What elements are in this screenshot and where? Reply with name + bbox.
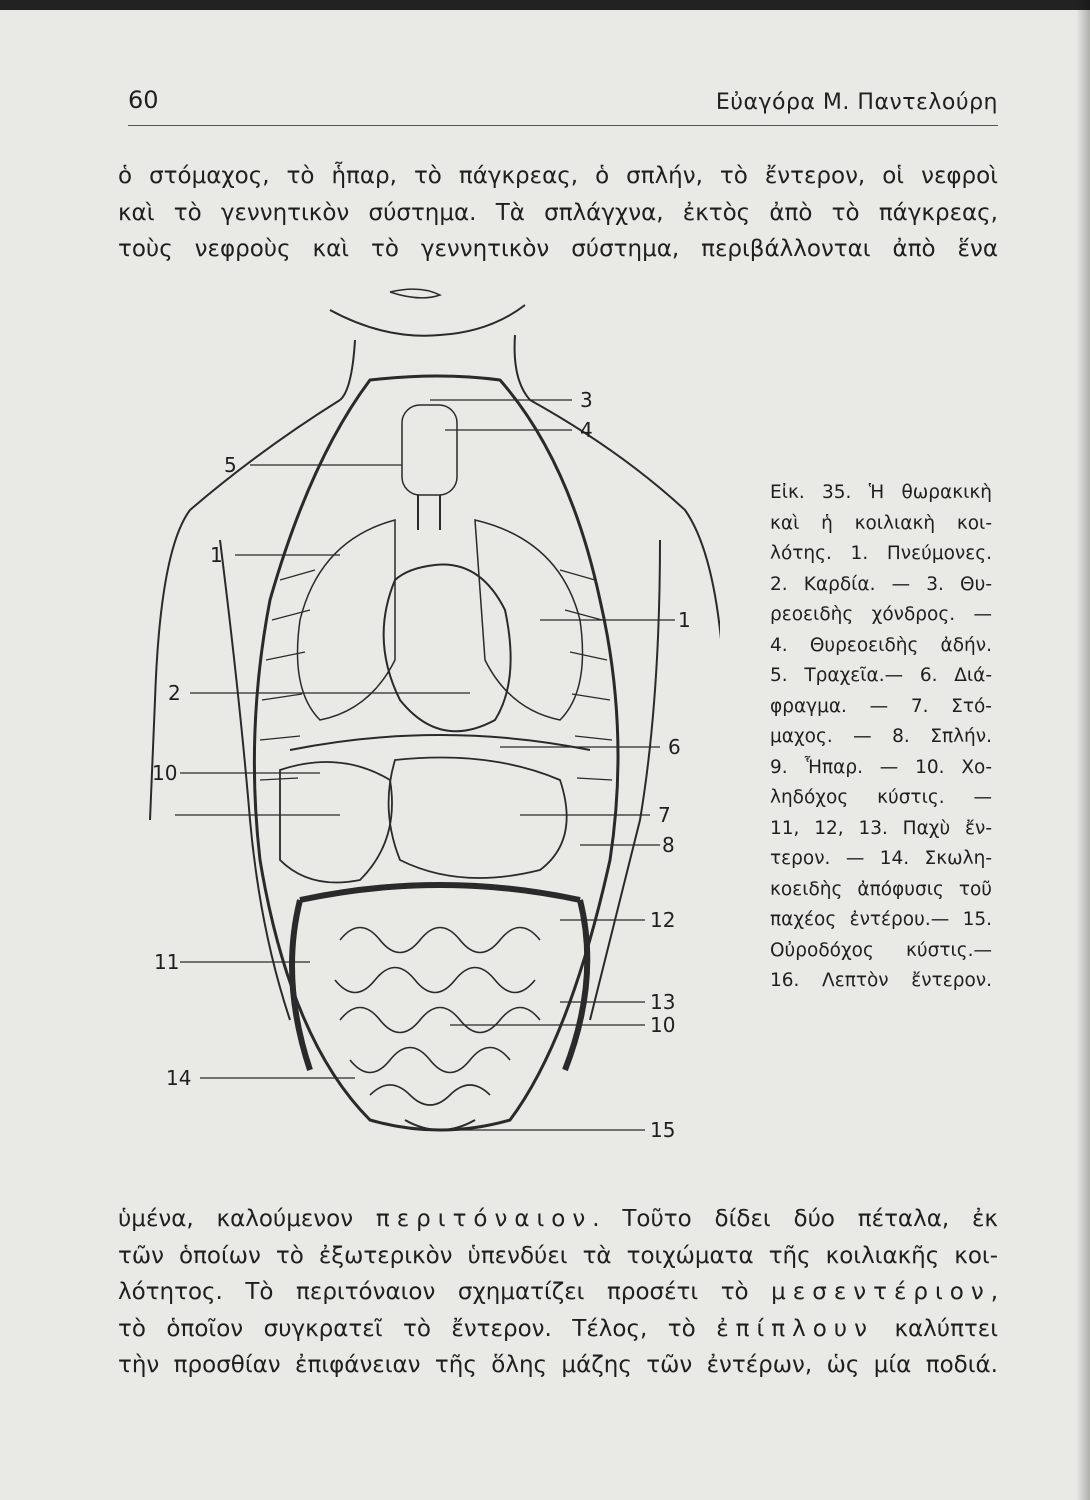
callout-label: 13 xyxy=(650,990,676,1014)
scan-page-shadow xyxy=(1076,0,1090,1500)
header-rule xyxy=(128,125,998,126)
text-span: τὸ ὁποῖον συγκρατεῖ τὸ ἔντερον. Τέλος, τὸ xyxy=(118,1315,717,1342)
spaced-term: ἐπίπλουν xyxy=(716,1315,874,1342)
text-span: καλύπτει xyxy=(873,1315,998,1342)
left-lung xyxy=(298,520,396,720)
callout-label: 6 xyxy=(668,735,681,759)
text-line: ὁ στόμαχος, τὸ ἧπαρ, τὸ πάγκρεας, ὁ σπλήν, τὸ ἔντερον, οἱ νεφροὶ xyxy=(118,163,998,189)
text-line: τὴν προσθίαν ἐπιφάνειαν τῆς ὅλης μάζης τῶν ἐντέρων, ὡς μία ποδιά. xyxy=(118,1352,998,1378)
caption-line: λότης. 1. Πνεύμονες. xyxy=(770,543,992,564)
callout-label: 14 xyxy=(166,1066,192,1090)
caption-line: ληδόχος κύστις. — xyxy=(770,787,992,808)
text-line xyxy=(118,1311,998,1348)
spaced-term: μεσεντέριον xyxy=(771,1279,991,1305)
heart xyxy=(384,565,511,732)
figure-caption xyxy=(770,478,992,997)
text-line: τοὺς νεφροὺς καὶ τὸ γεννητικὸν σύστημα, περιβάλλονται ἀπὸ ἕνα xyxy=(118,236,998,262)
caption-line: 5. Τραχεῖα.— 6. Διά- xyxy=(770,665,992,686)
text-line xyxy=(118,1274,998,1311)
callout-label: 1 xyxy=(210,543,223,567)
caption-line: Εἰκ. 35. Ἡ θωρακικὴ xyxy=(770,482,992,503)
scan-top-edge xyxy=(0,0,1090,10)
small-intestine xyxy=(335,928,540,1106)
ascending-colon xyxy=(292,900,310,1070)
caption-line: Οὐροδόχος κύστις.— xyxy=(770,939,992,961)
callout-label: 2 xyxy=(168,681,181,705)
stomach xyxy=(389,758,567,879)
neck-left xyxy=(340,340,355,400)
lips xyxy=(390,289,440,298)
anatomy-figure xyxy=(140,280,720,1180)
caption-line: 9. Ἧπαρ. — 10. Χο- xyxy=(770,756,992,778)
liver xyxy=(280,762,392,883)
right-shoulder-arm xyxy=(530,400,720,700)
callout-label: 1 xyxy=(678,608,691,632)
caption-line: παχέος ἐντέρου.— 15. xyxy=(770,909,992,930)
callout-label: 10 xyxy=(152,761,178,785)
text-span: . Τοῦτο δίδει δύο πέταλα, ἐκ xyxy=(592,1206,998,1232)
callout-label: 15 xyxy=(650,1118,676,1142)
text-line: καὶ τὸ γεννητικὸν σύστημα. Τὰ σπλάγχνα, ἐκτὸς ἀπὸ τὸ πάγκρεας, xyxy=(118,199,998,226)
caption-line: ρεοειδὴς χόνδρος. — xyxy=(770,604,992,625)
callout-label: 5 xyxy=(224,453,237,477)
cavity-outline xyxy=(254,376,618,1130)
text-line xyxy=(118,1201,998,1238)
page-number: 60 xyxy=(128,86,159,114)
torso-illustration xyxy=(140,280,720,1180)
text-span: , xyxy=(990,1279,998,1305)
caption-line: 2. Καρδία. — 3. Θυ- xyxy=(770,573,992,595)
neck-right xyxy=(515,335,530,400)
callout-label: 12 xyxy=(650,908,676,932)
running-head: Εὐαγόρα Μ. Παντελούρη xyxy=(715,90,998,115)
text-span: λότητος. Τὸ περιτόναιον σχηματίζει προσέτι τὸ xyxy=(118,1279,772,1305)
caption-line: 16. Λεπτὸν ἔντερον. xyxy=(770,970,992,991)
caption-line: φραγμα. — 7. Στό- xyxy=(770,695,992,717)
text-line: τῶν ὁποίων τὸ ἐξωτερικὸν ὑπενδύει τὰ τοιχώματα τῆς κοιλιακῆς κοι- xyxy=(118,1242,998,1269)
spaced-term: περιτόναιον xyxy=(375,1206,593,1232)
diaphragm xyxy=(290,735,590,750)
caption-line: 11, 12, 13. Παχὺ ἔν- xyxy=(770,817,992,839)
callout-label: 10 xyxy=(650,1013,676,1037)
callout-label: 3 xyxy=(580,388,593,412)
transverse-colon xyxy=(300,885,580,900)
torso-right xyxy=(590,540,660,1020)
callout-label: 4 xyxy=(580,418,593,442)
caption-line: καὶ ἡ κοιλιακὴ κοι- xyxy=(770,512,992,534)
text-span: ὑμένα, καλούμενον xyxy=(118,1206,376,1232)
paragraph-bottom xyxy=(118,1201,998,1384)
caption-line: μαχος. — 8. Σπλήν. xyxy=(770,726,992,747)
callout-label: 11 xyxy=(154,950,180,974)
callout-label: 8 xyxy=(662,833,675,857)
caption-line: 4. Θυρεοειδὴς ἀδήν. xyxy=(770,634,992,656)
thyroid xyxy=(402,405,457,495)
caption-line: κοειδὴς ἀπόφυσις τοῦ xyxy=(770,878,992,900)
leader-lines xyxy=(175,400,675,1130)
paragraph-top xyxy=(118,158,998,268)
trachea xyxy=(418,495,440,530)
chin-outline xyxy=(330,305,525,336)
caption-line: τερον. — 14. Σκωλη- xyxy=(770,848,992,869)
callout-label: 7 xyxy=(658,803,671,827)
